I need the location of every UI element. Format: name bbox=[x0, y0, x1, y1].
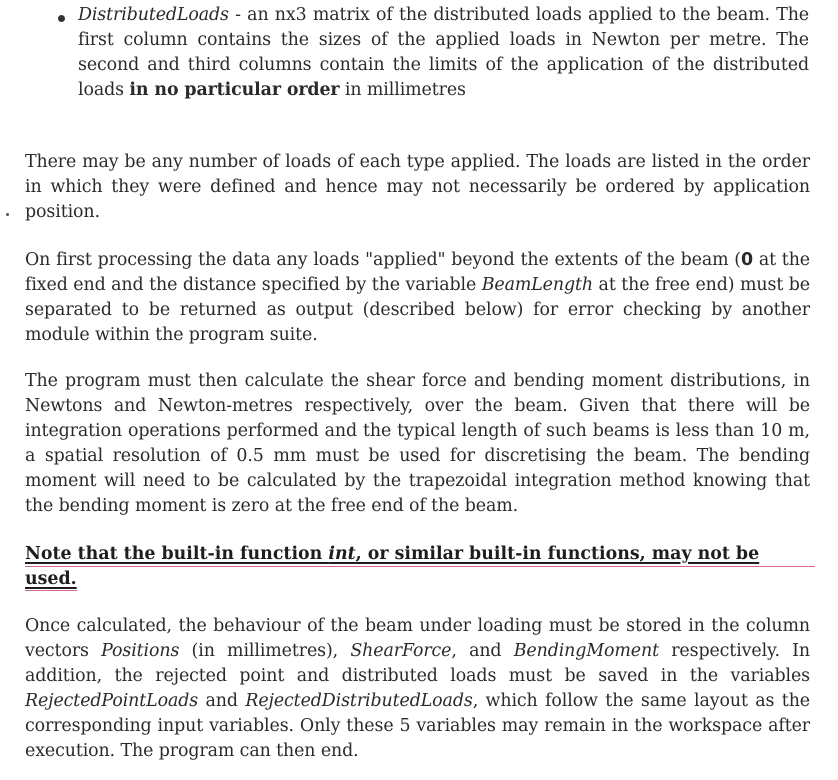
bullet-term: DistributedLoads bbox=[78, 5, 229, 25]
note-line-2: used. bbox=[25, 569, 77, 589]
spellcheck-underline bbox=[25, 590, 77, 591]
distributed-loads-bullet bbox=[78, 3, 809, 103]
zero-value: 0 bbox=[741, 250, 754, 270]
bullet-text-end: in millimetres bbox=[339, 80, 466, 100]
text-run: at the free end) must be separated to be returned as output (described below) for error checking by another module within the program suite. bbox=[25, 275, 810, 345]
function-name: int bbox=[328, 544, 356, 564]
paragraph-output bbox=[25, 614, 810, 764]
bullet-icon bbox=[58, 15, 65, 22]
text-run: (in millimetres), bbox=[179, 641, 351, 661]
text-run: respectively. In addition, the rejected point and distributed loads must be saved in the variables bbox=[25, 641, 810, 686]
text-run: Note that the built-in function bbox=[25, 544, 329, 564]
paragraph-calculation: The program must then calculate the shear force and bending moment distributions, in Newtons and Newton-metres respectively, over the beam. Given that there will be integration operations performed and the typical length of such beams is less than 10 m, a spatial resolution of 0.5 mm must be used for discretising the beam. The bending moment will need to be calculated by the trapezoidal integration method knowing that the bending moment is zero at the free end of the beam. bbox=[25, 371, 810, 516]
margin-mark bbox=[6, 213, 9, 216]
text-run: Once calculated, the behaviour of the beam under loading must be stored in the column vectors bbox=[25, 616, 810, 661]
variable-rejecteddistributedloads: RejectedDistributedLoads bbox=[245, 691, 473, 711]
variable-rejectedpointloads: RejectedPointLoads bbox=[25, 691, 199, 711]
spellcheck-underline bbox=[25, 566, 815, 567]
paragraph-rejected-loads bbox=[25, 248, 810, 348]
paragraph-loads-order: There may be any number of loads of each type applied. The loads are listed in the order in which they were defined and hence may not necessarily be ordered by application position. bbox=[25, 152, 810, 222]
variable-positions: Positions bbox=[101, 641, 180, 661]
text-run: at the fixed end and the distance specified by the variable bbox=[25, 250, 810, 295]
variable-shearforce: ShearForce bbox=[350, 641, 452, 661]
variable-beamlength: BeamLength bbox=[481, 275, 593, 295]
variable-bendingmoment: BendingMoment bbox=[513, 641, 659, 661]
bullet-text: - an nx3 matrix of the distributed loads applied to the beam. The first column contains the sizes of the applied loads in Newton per metre. The second and third columns contain the limits of the application of the distributed loads bbox=[78, 5, 809, 100]
note-warning bbox=[25, 542, 810, 592]
text-run: , or similar built-in functions, may not be bbox=[355, 544, 760, 564]
text-run: On first processing the data any loads "applied" beyond the extents of the beam ( bbox=[25, 250, 741, 270]
text-run: , which follow the same layout as the corresponding input variables. Only these 5 variables may remain in the workspace after execution. The program can then end. bbox=[25, 691, 810, 761]
bullet-bold-text: in no particular order bbox=[129, 80, 340, 100]
text-run: and bbox=[198, 691, 246, 711]
text-run: , and bbox=[451, 641, 514, 661]
note-line-1 bbox=[25, 542, 810, 567]
